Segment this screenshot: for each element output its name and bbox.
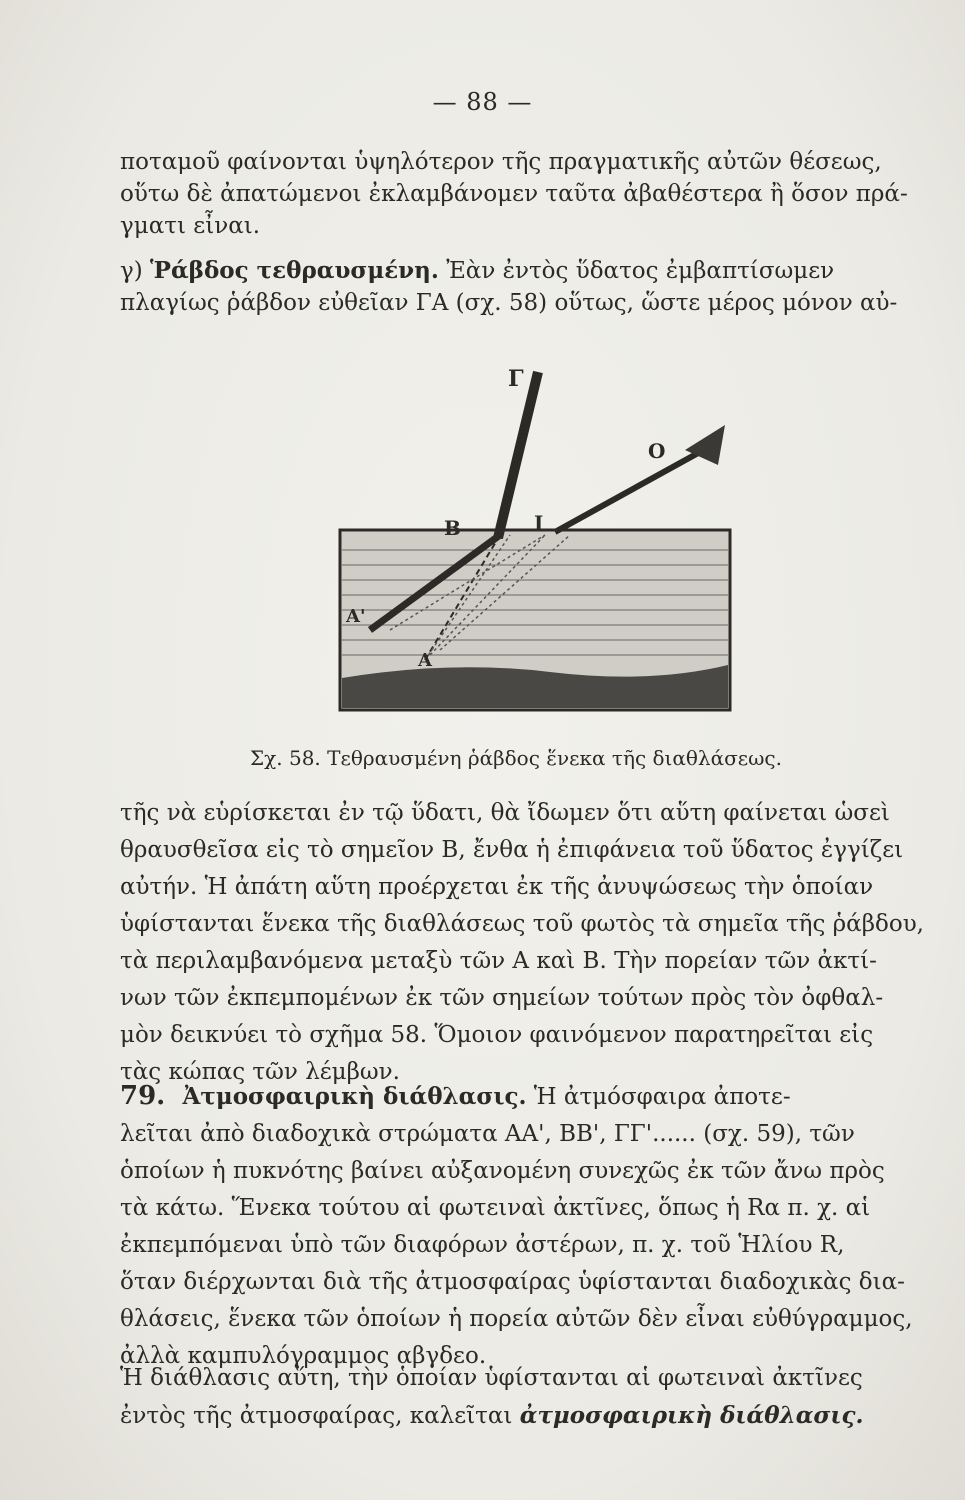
text-line: μὸν δεικνύει τὸ σχῆμα 58. Ὅμοιον φαινόμενον παρατηρεῖται εἰς: [120, 1022, 874, 1048]
text-line: τὰ περιλαμβανόμενα μεταξὺ τῶν Α καὶ Β. Τὴν πορείαν τῶν ἀκτί-: [120, 948, 877, 974]
text-line: πλαγίως ῥάβδον εὐθεῖαν ΓΑ (σχ. 58) οὕτως, ὥστε μέρος μόνον αὐ-: [120, 290, 898, 316]
text-run: ἐντὸς τῆς ἀτμοσφαίρας, καλεῖται: [120, 1403, 513, 1429]
text-run: Ἡ ἀτμόσφαιρα ἀποτε-: [533, 1084, 791, 1110]
text-run: Ἐὰν ἐντὸς ὕδατος ἐμβαπτίσωμεν: [446, 258, 835, 284]
text-line: [120, 255, 940, 287]
rod-above-water: [498, 372, 538, 538]
text-line: οὕτω δὲ ἀπατώμενοι ἐκλαμβάνομεν ταῦτα ἀβαθέστερα ἢ ὅσον πρά-: [120, 181, 908, 207]
text-line: θλάσεις, ἕνεκα τῶν ὁποίων ἡ πορεία αὐτῶν δὲν εἶναι εὐθύγραμμος,: [120, 1306, 913, 1332]
text-line: ἐκπεμπόμεναι ὑπὸ τῶν διαφόρων ἀστέρων, π. χ. τοῦ Ἡλίου R,: [120, 1232, 845, 1258]
label-iota: Ι: [534, 511, 544, 535]
label-a: Α: [418, 650, 432, 671]
ray-to-eye: [555, 452, 700, 532]
label-omicron: Ο: [648, 439, 666, 463]
paragraph-broken-rod: [120, 255, 940, 319]
text-line: ὑφίστανται ἕνεκα τῆς διαθλάσεως τοῦ φωτὸς τὰ σημεῖα τῆς ῥάβδου,: [120, 911, 924, 937]
text-line: αὐτήν. Ἡ ἀπάτη αὕτη προέρχεται ἐκ τῆς ἀνυψώσεως τὴν ὁποίαν: [120, 874, 874, 900]
page-number: — 88 —: [432, 88, 533, 116]
label-a-prime: Α': [346, 606, 366, 627]
text-line: θραυσθεῖσα εἰς τὸ σημεῖον Β, ἔνθα ἡ ἐπιφάνεια τοῦ ὕδατος ἐγγίζει: [120, 837, 904, 863]
figure-caption: Σχ. 58. Τεθραυσμένη ῥάβδος ἕνεκα τῆς διαθλάσεως.: [250, 746, 782, 770]
text-line: ὁποίων ἡ πυκνότης βαίνει αὐξανομένη συνεχῶς ἐκ τῶν ἄνω πρὸς: [120, 1158, 885, 1184]
text-line: τῆς νὰ εὑρίσκεται ἐν τῷ ὕδατι, θὰ ἴδωμεν ὅτι αὕτη φαίνεται ὡσεὶ: [120, 800, 890, 826]
paragraph-definition: [120, 1360, 940, 1435]
subsection-heading: Ῥάβδος τεθραυσμένη.: [150, 257, 439, 284]
item-label: γ): [120, 258, 143, 284]
text-line: λεῖται ἀπὸ διαδοχικὰ στρώματα ΑΑ', ΒΒ', ΓΓ'...... (σχ. 59), τῶν: [120, 1121, 855, 1147]
paragraph-atmospheric-refraction: [120, 1078, 940, 1375]
text-line: ὅταν διέρχωνται διὰ τῆς ἀτμοσφαίρας ὑφίστανται διαδοχικὰς δια-: [120, 1269, 905, 1295]
text-line: [120, 1078, 940, 1116]
text-line: [120, 1397, 940, 1435]
text-line: Ἡ διάθλασις αὕτη, τὴν ὁποίαν ὑφίστανται αἱ φωτειναὶ ἀκτῖνες: [120, 1365, 863, 1391]
label-gamma: Γ: [508, 366, 524, 392]
text-line: ἀλλὰ καμπυλόγραμμος αβγδεο.: [120, 1343, 487, 1369]
label-beta: Β: [444, 516, 461, 540]
section-number: 79.: [120, 1081, 166, 1111]
section-title: Ἀτμοσφαιρικὴ διάθλασις.: [182, 1083, 527, 1110]
paragraph-explanation: [120, 795, 940, 1091]
text-line: τὰς κώπας τῶν λέμβων.: [120, 1059, 400, 1085]
text-line: νων τῶν ἐκπεμπομένων ἐκ τῶν σημείων τούτων πρὸς τὸν ὀφθαλ-: [120, 985, 884, 1011]
paragraph-rivers: [120, 146, 940, 242]
text-line: τὰ κάτω. Ἕνεκα τούτου αἱ φωτειναὶ ἀκτῖνες, ὅπως ἡ Rα π. χ. αἱ: [120, 1195, 871, 1221]
text-line: γματι εἶναι.: [120, 213, 261, 239]
figure-58-broken-rod: [330, 360, 750, 750]
text-line: ποταμοῦ φαίνονται ὑψηλότερον τῆς πραγματικῆς αὐτῶν θέσεως,: [120, 149, 882, 175]
defined-term: ἀτμοσφαιρικὴ διάθλασις.: [519, 1402, 864, 1429]
